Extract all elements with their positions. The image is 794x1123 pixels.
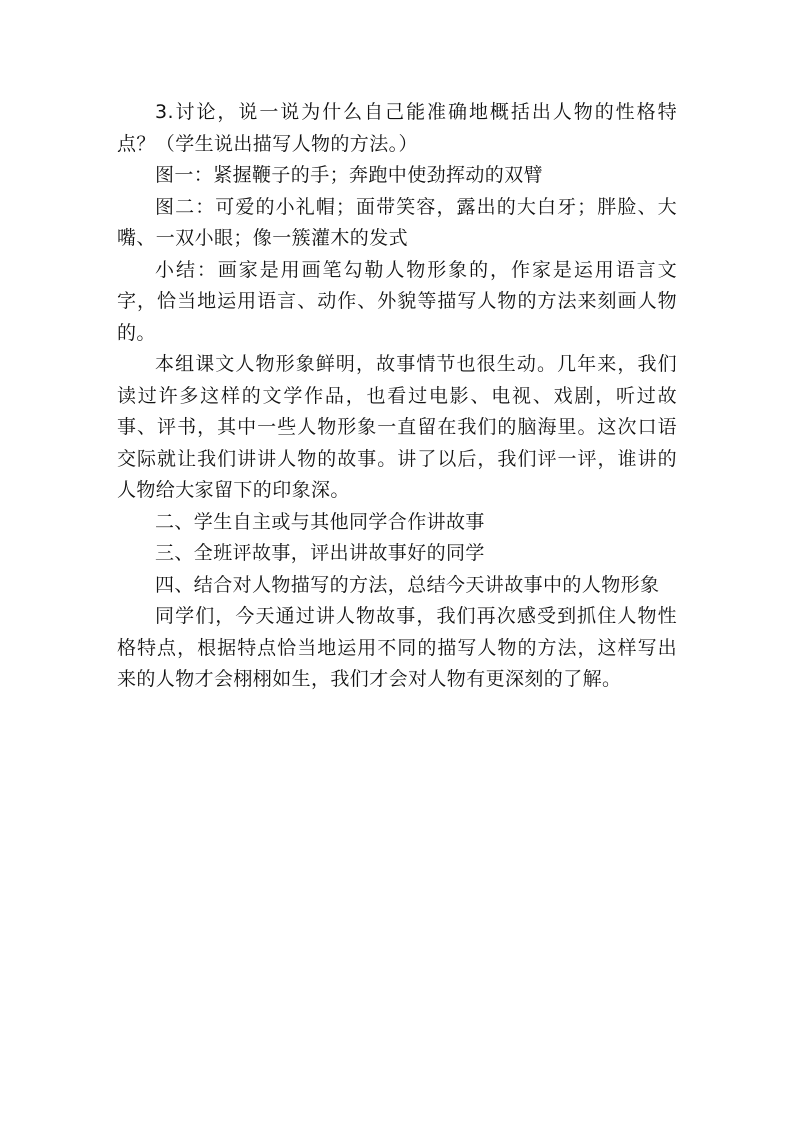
paragraph-step-four: 四、结合对人物描写的方法，总结今天讲故事中的人物形象: [155, 573, 660, 596]
paragraph-step-two: 二、学生自主或与其他同学合作讲故事: [155, 510, 485, 533]
document-body: [117, 97, 677, 696]
paragraph-summary: 小结：画家是用画笔勾勒人物形象的，作家是运用语言文字，恰当地运用语言、动作、外貌等描写人物的方法来刻画人物的。: [117, 258, 677, 344]
paragraph-figure-one: 图一：紧握鞭子的手；奔跑中使劲挥动的双臂: [155, 164, 544, 186]
paragraph-conclusion: 同学们，今天通过讲人物故事，我们再次感受到抓住人物性格特点，根据特点恰当地运用不同的描写人物的方法，这样写出来的人物才会栩栩如生，我们才会对人物有更深刻的了解。: [117, 605, 677, 690]
paragraph-step-three: 三、全班评故事，评出讲故事好的同学: [155, 542, 485, 564]
paragraph-introduction: 本组课文人物形象鲜明，故事情节也很生动。几年来，我们读过许多这样的文学作品，也看过电影、电视、戏剧，听过故事、评书，其中一些人物形象一直留在我们的脑海里。这次口语交际就让我们讲讲人物的故事。讲了以后，我们评一评，谁讲的人物给大家留下的印象深。: [117, 353, 677, 501]
paragraph-figure-two: 图二：可爱的小礼帽；面带笑容，露出的大白牙；胖脸、大嘴、一双小眼；像一簇灌木的发式: [117, 195, 677, 249]
paragraph-discussion: 3.讨论，说一说为什么自己能准确地概括出人物的性格特点？（学生说出描写人物的方法。）: [117, 101, 677, 155]
